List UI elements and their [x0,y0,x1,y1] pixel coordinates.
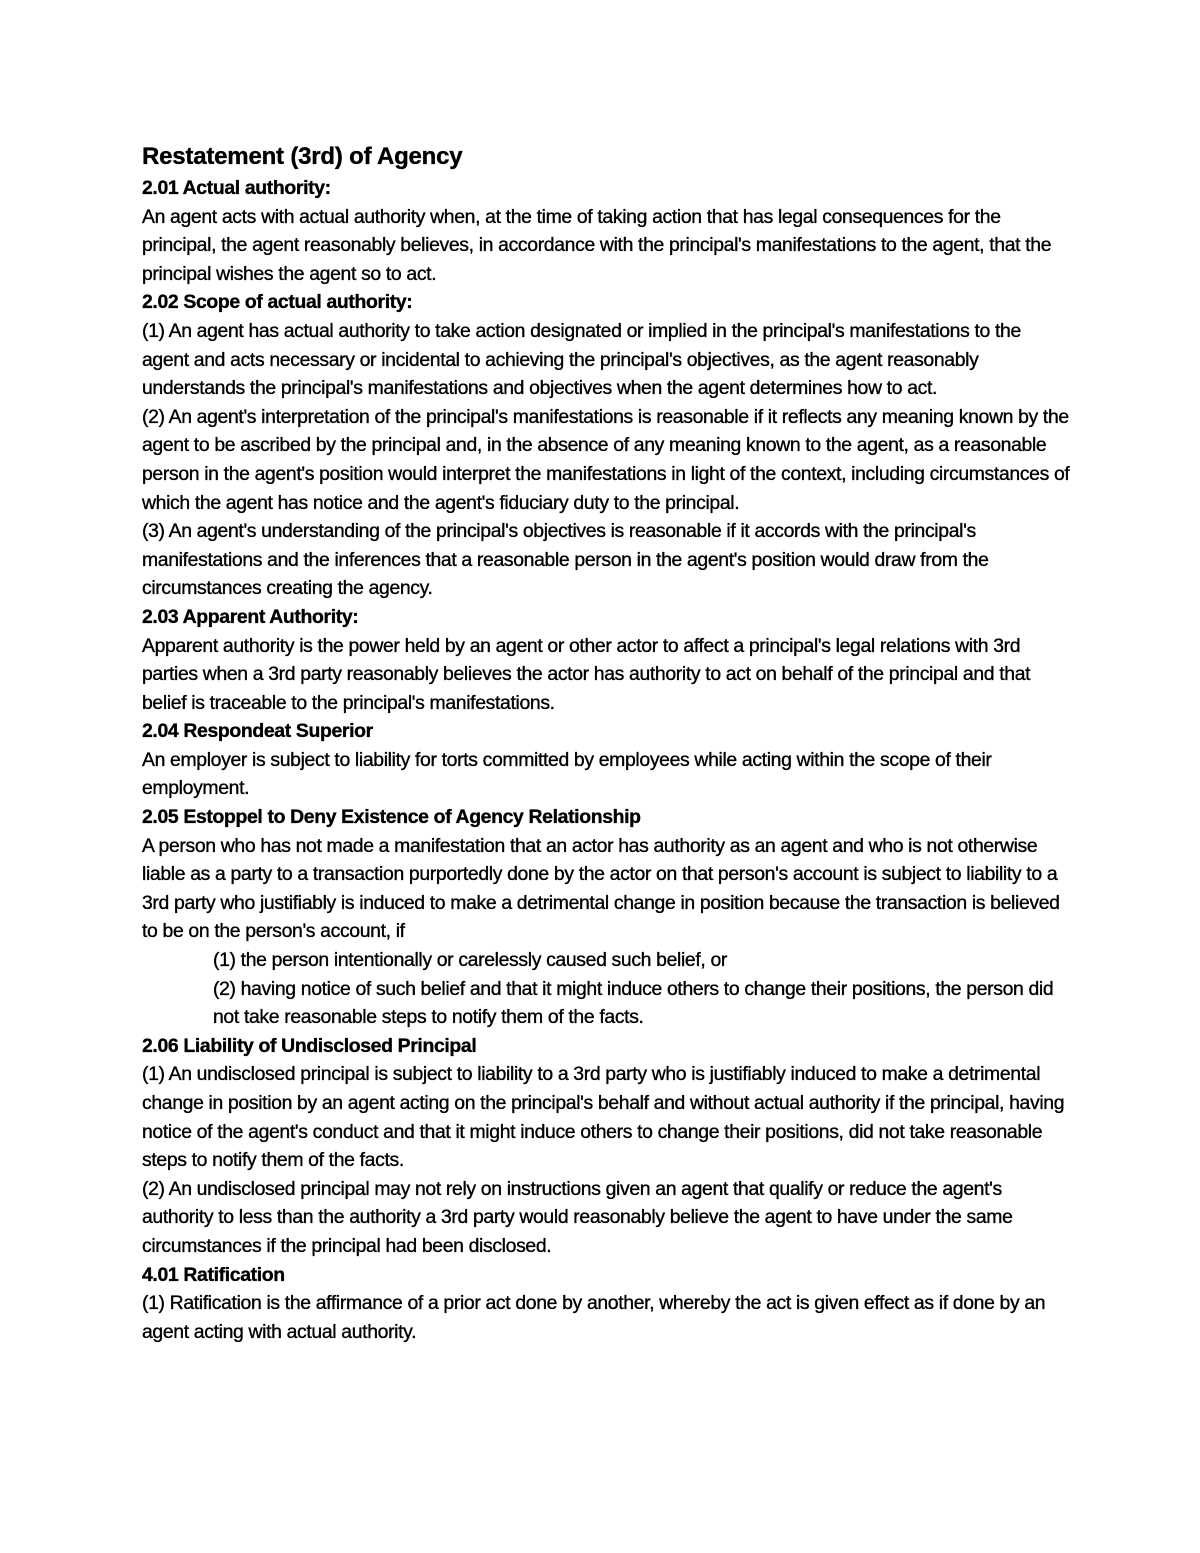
section-heading-2-06: 2.06 Liability of Undisclosed Principal [142,1034,477,1057]
section-heading-2-01: 2.01 Actual authority: [142,177,331,199]
section-heading-2-02: 2.02 Scope of actual authority: [142,291,413,314]
section-paragraph-2-02-2: (2) An agent's interpretation of the principal's manifestations is reasonable if it reflects any meaning known by the agent to be ascribed by the principal and, in the absence of any meaning known to the agent, as a reasonable person in the agent's position would interpret the manifestations in light of the context, including circumstances of which the agent has notice and the agent's fiduciary duty to the principal. [142,405,1070,514]
document-page [142,140,1072,1346]
section-heading-2-04: 2.04 Respondeat Superior [142,720,373,743]
section-body-2-05: A person who has not made a manifestation that an actor has authority as an agent and who is not otherwise liable as a party to a transaction purportedly done by the actor on that person's account is subject to liability to a 3rd party who justifiably is induced to make a detrimental change in position because the transaction is believed to be on the person's account, if [142,834,1060,943]
section-paragraph-4-01-1: (1) Ratification is the affirmance of a prior act done by another, whereby the act is given effect as if done by an agent acting with actual authority. [142,1292,1046,1343]
section-body-2-01: An agent acts with actual authority when, at the time of taking action that has legal consequences for the principal, the agent reasonably believes, in accordance with the principal's manifestations to the agent, that the principal wishes the agent so to act. [142,205,1052,285]
section-heading-2-03: 2.03 Apparent Authority: [142,605,359,628]
section-item-2-05-2: (2) having notice of such belief and that it might induce others to change their positions, the person did not take reasonable steps to notify them of the facts. [213,977,1054,1029]
section-paragraph-2-02-3: (3) An agent's understanding of the principal's objectives is reasonable if it accords with the principal's manifestations and the inferences that a reasonable person in the agent's position would draw from the circumstances creating the agency. [142,520,989,600]
section-heading-2-05: 2.05 Estoppel to Deny Existence of Agency Relationship [142,806,641,829]
section-item-2-05-1: (1) the person intentionally or carelessly caused such belief, or [213,949,728,972]
section-paragraph-2-02-1: (1) An agent has actual authority to take action designated or implied in the principal's manifestations to the agent and acts necessary or incidental to achieving the principal's objectives, as the agent reasonably understands the principal's manifestations and objectives when the agent determines how to act. [142,319,1021,400]
section-heading-4-01: 4.01 Ratification [142,1263,285,1286]
section-body-2-03: Apparent authority is the power held by an agent or other actor to affect a principal's legal relations with 3rd parties when a 3rd party reasonably believes the actor has authority to act on behalf of the principal and that belief is traceable to the principal's manifestations. [142,634,1031,714]
section-paragraph-2-06-2: (2) An undisclosed principal may not rely on instructions given an agent that qualify or reduce the agent's authority to less than the authority a 3rd party would reasonably believe the agent to have under the same circumstances if the principal had been disclosed. [142,1177,1013,1257]
document-title: Restatement (3rd) of Agency [142,143,463,170]
section-body-2-04: An employer is subject to liability for torts committed by employees while acting within the scope of their employment. [142,748,992,800]
section-paragraph-2-06-1: (1) An undisclosed principal is subject to liability to a 3rd party who is justifiably induced to make a detrimental change in position by an agent acting on the principal's behalf and without actual authority if the principal, having notice of the agent's conduct and that it might induce others to change their positions, did not take reasonable steps to notify them of the facts. [142,1063,1065,1172]
